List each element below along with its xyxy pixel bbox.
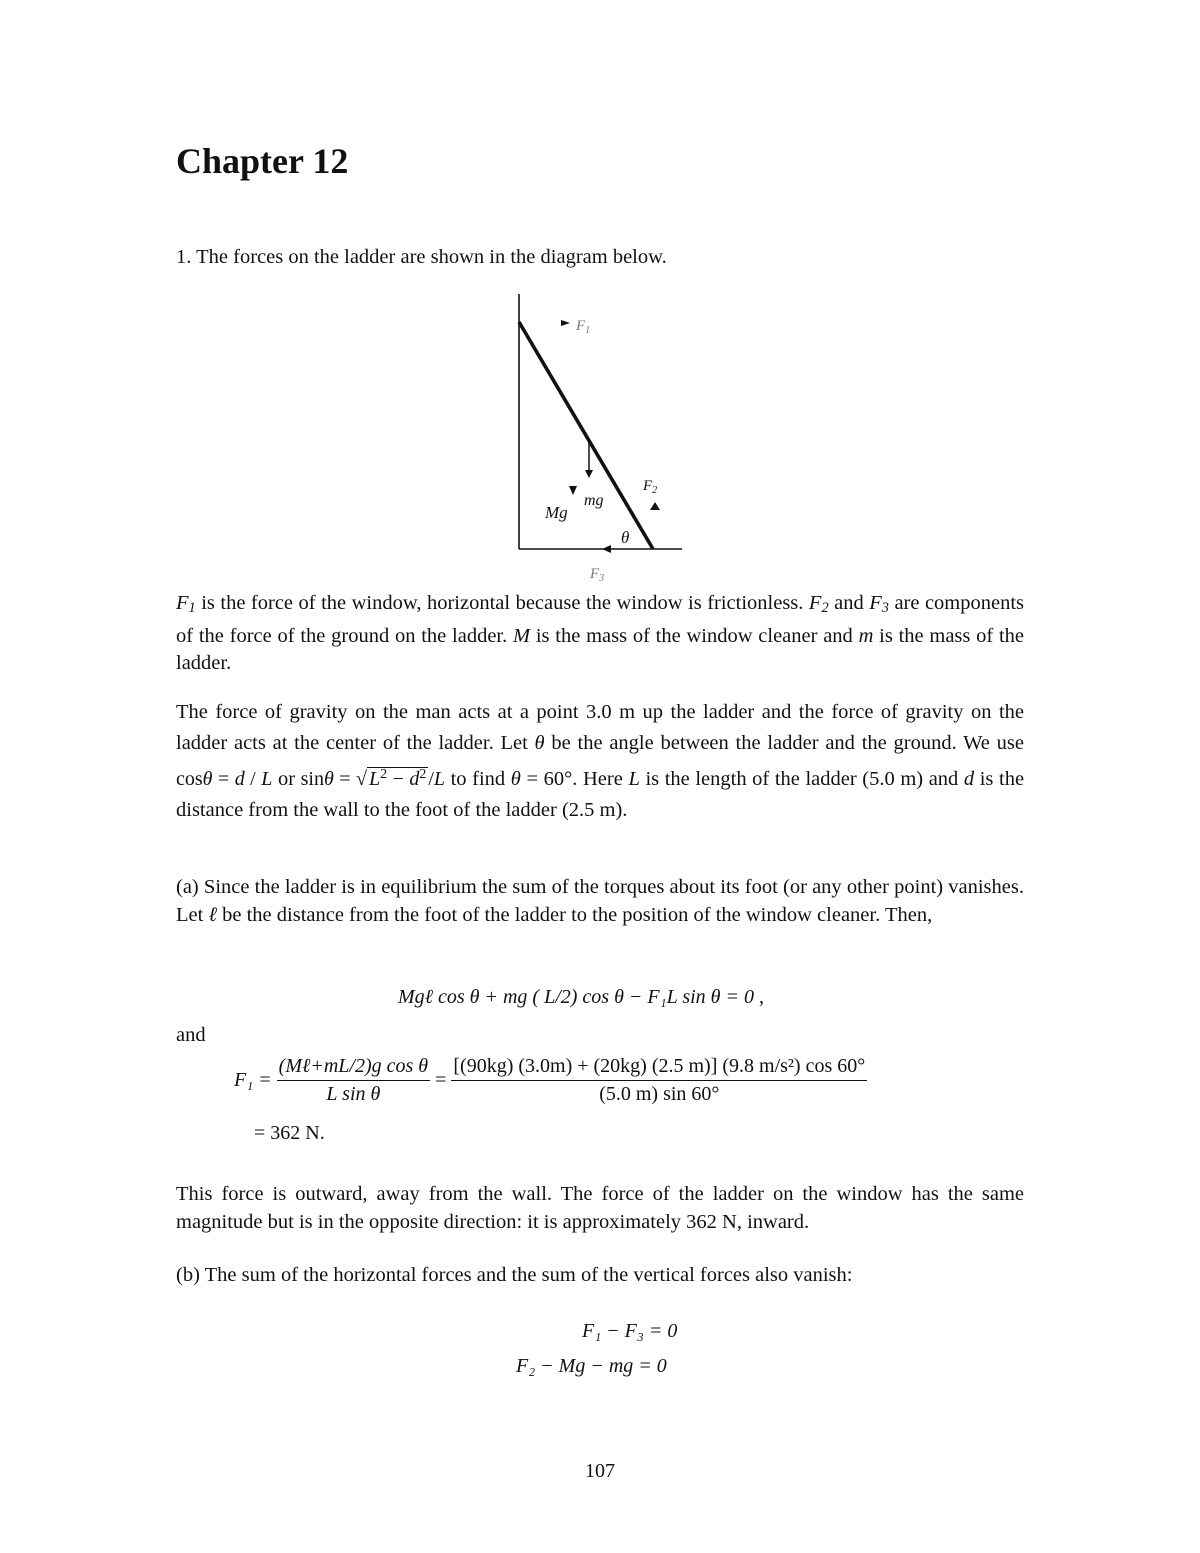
geometry-text: be the angle between the ladder and the ground. We use: [551, 732, 1024, 754]
f1-lhs: F₁ =: [234, 1069, 272, 1091]
forces-desc-part: are components of the force of the ground on the ladder.: [176, 592, 1025, 647]
geometry-text: to find: [450, 768, 506, 790]
part-a-text: be the distance from the foot of the ladder to the position of the window cleaner. Then,: [222, 903, 933, 926]
forces-desc-part: is the mass of the window cleaner and: [535, 624, 853, 647]
direction-paragraph: This force is outward, away from the wall. The force of the ladder on the window has the same magnitude but is in the opposite direction: it is approximately 362 N, inward.: [176, 1183, 1024, 1233]
theta-label: θ: [621, 528, 630, 547]
f1-label: $F_1$: [576, 318, 591, 336]
var-L: L: [628, 768, 640, 790]
forces-desc-part: is the force of the window, horizontal because the window is frictionless.: [201, 592, 804, 614]
ladder-force-diagram: [500, 290, 700, 590]
var-F3: $F_3$: [869, 592, 889, 616]
forces-desc-part: is the mass of the ladder.: [176, 624, 1025, 674]
var-theta: θ: [534, 732, 545, 754]
var-F1: $F_1$: [176, 592, 196, 616]
mg-label: mg: [584, 492, 604, 509]
var-F2: $F_2$: [808, 592, 829, 616]
problem-intro-text: The forces on the ladder are shown in the diagram below.: [196, 246, 667, 268]
torque-equation: Mgℓ cos θ + mg ( L/2) cos θ − F₁L sin θ = 0 ,: [398, 986, 764, 1008]
part-a-text: (a) Since the ladder is in equilibrium the sum of the torques about its foot (or any other point) vanishes. Let: [176, 876, 1024, 926]
geometry-text: is the distance from the wall to the foot of the ladder (2.5 m).: [176, 768, 1025, 821]
f1-fraction-symbolic: [277, 1055, 430, 1106]
problem-intro: [176, 244, 1024, 272]
f3-label: $F_3$: [590, 566, 605, 584]
geometry-text: or: [277, 768, 296, 790]
horizontal-force-equation: F₁ − F₃ = 0: [582, 1320, 678, 1342]
f2-label: $F_2$: [643, 478, 658, 496]
geometry-text: is the length of the ladder (5.0 m) and: [645, 768, 959, 790]
f1-numerator-numeric: [(90kg) (3.0m) + (20kg) (2.5 m)] (9.8 m/s²) cos 60°: [451, 1055, 867, 1081]
f1-numerator-symbolic: (Mℓ+mL/2)g cos θ: [277, 1055, 430, 1081]
var-M: M: [513, 624, 531, 647]
forces-desc-part: and: [834, 592, 864, 614]
f1-arrow: [561, 320, 570, 326]
f1-denominator-numeric: (5.0 m) sin 60°: [599, 1083, 720, 1105]
f1-fraction-numeric: [451, 1055, 867, 1106]
f1-result: = 362 N.: [254, 1122, 325, 1144]
Mg-arrow: [569, 486, 577, 495]
and-word: and: [176, 1024, 206, 1046]
vertical-force-equation: F₂ − Mg − mg = 0: [516, 1355, 667, 1377]
geometry-text: = 60°. Here: [526, 768, 623, 790]
geometry-text: The force of gravity on the man acts at a point 3.0 m up the ladder and the force of gravity on the ladder acts at the center of the ladder. Let: [176, 701, 1024, 754]
problem-number: 1.: [176, 246, 192, 268]
f1-equation: [234, 1055, 867, 1106]
var-m: m: [858, 624, 874, 647]
geometry-paragraph: [176, 697, 1024, 826]
cos-relation: cosθ = d / L: [176, 768, 273, 790]
f2-arrow: [650, 502, 660, 510]
forces-description: [176, 590, 1024, 678]
f3-arrow: [602, 545, 611, 553]
equals-sign: =: [435, 1069, 447, 1091]
var-ell: ℓ: [208, 903, 217, 926]
var-d: d: [963, 768, 975, 790]
var-theta: θ: [510, 768, 521, 790]
part-b-paragraph: (b) The sum of the horizontal forces and the sum of the vertical forces also vanish:: [176, 1264, 853, 1286]
f1-denominator-symbolic: L sin θ: [326, 1083, 381, 1105]
Mg-label: Mg: [545, 503, 568, 522]
sin-relation: sinθ = √ $L^2 - d^2$ /L: [300, 767, 446, 790]
page-number: 107: [585, 1460, 615, 1482]
part-a-paragraph: [176, 874, 1024, 929]
ladder-line: [519, 322, 653, 549]
chapter-title: Chapter 12: [176, 141, 349, 181]
